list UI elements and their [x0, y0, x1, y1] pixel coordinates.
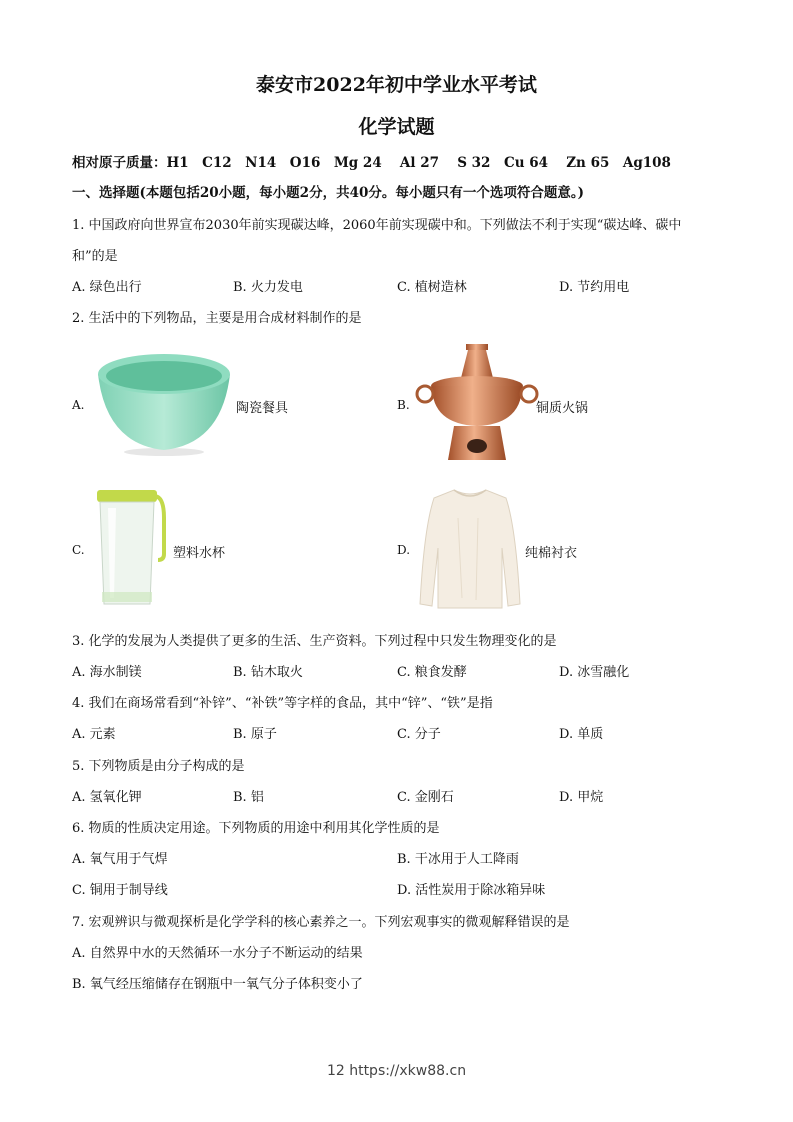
q3-stem: 3. 化学的发展为人类提供了更多的生活、生产资料。下列过程中只发生物理变化的是 — [72, 634, 557, 649]
q4-option-b: B. 原子 — [233, 727, 277, 742]
q2-label-a: 陶瓷餐具 — [236, 401, 289, 416]
q1-option-d: D. 节约用电 — [559, 280, 630, 295]
atomic-mass-line: 相对原子质量：H1 C12 N14 O16 Mg 24 Al 27 S 32 Cu 64 Zn 65 Ag108 — [72, 155, 671, 171]
q2-label-c: 塑料水杯 — [173, 546, 226, 561]
q2-stem: 2. 生活中的下列物品，主要是用合成材料制作的是 — [72, 311, 362, 326]
q7-stem: 7. 宏观辨识与微观探析是化学学科的核心素养之一。下列宏观事实的微观解释错误的是 — [72, 915, 570, 930]
q6-stem: 6. 物质的性质决定用途。下列物质的用途中利用其化学性质的是 — [72, 821, 440, 836]
q3-option-b: B. 钻木取火 — [233, 665, 303, 680]
q2-option-a-letter: A. — [72, 398, 85, 412]
ceramic-bowl-image — [96, 352, 232, 457]
q7-option-a: A. 自然界中水的天然循环一水分子不断运动的结果 — [72, 946, 363, 961]
q2-label-d: 纯棉衬衣 — [525, 546, 578, 561]
plastic-cup-image — [94, 488, 166, 610]
q6-option-d: D. 活性炭用于除冰箱异味 — [397, 883, 546, 898]
q6-option-a: A. 氧气用于气焊 — [72, 852, 168, 867]
q1-stem-line2: 和”的是 — [72, 249, 118, 264]
q7-option-b: B. 氧气经压缩储存在钢瓶中一氧气分子体积变小了 — [72, 977, 363, 992]
q6-option-b: B. 干冰用于人工降雨 — [397, 852, 519, 867]
exam-subtitle: 化学试题 — [358, 116, 435, 138]
q3-option-c: C. 粮食发酵 — [397, 665, 467, 680]
copper-hotpot-image — [418, 342, 536, 464]
q2-option-c-letter: C. — [72, 543, 85, 557]
q4-option-a: A. 元素 — [72, 727, 116, 742]
q1-option-a: A. 绿色出行 — [72, 280, 142, 295]
cotton-shirt-image — [418, 488, 522, 610]
q5-option-c: C. 金刚石 — [397, 790, 454, 805]
q5-option-b: B. 铝 — [233, 790, 264, 805]
q4-stem: 4. 我们在商场常看到“补锌”、“补铁”等字样的食品，其中“锌”、“铁”是指 — [72, 696, 493, 711]
q5-option-a: A. 氢氧化钾 — [72, 790, 142, 805]
q6-option-c: C. 铜用于制导线 — [72, 883, 168, 898]
q1-stem-line1: 1. 中国政府向世界宣布2030年前实现碳达峰，2060年前实现碳中和。下列做法不利于实现“碳达峰、碳中 — [72, 218, 682, 233]
q2-option-d-letter: D. — [397, 543, 411, 557]
q2-label-b: 铜质火锅 — [536, 401, 589, 416]
section-heading: 一、选择题(本题包括20小题，每小题2分，共40分。每小题只有一个选项符合题意。) — [72, 185, 584, 201]
page-footer: 12 https://xkw88.cn — [326, 1063, 467, 1079]
exam-title: 泰安市2022年初中学业水平考试 — [256, 74, 537, 96]
q5-option-d: D. 甲烷 — [559, 790, 604, 805]
q3-option-d: D. 冰雪融化 — [559, 665, 630, 680]
q2-option-b-letter: B. — [397, 398, 410, 412]
q4-option-d: D. 单质 — [559, 727, 604, 742]
q1-option-b: B. 火力发电 — [233, 280, 303, 295]
q5-stem: 5. 下列物质是由分子构成的是 — [72, 759, 245, 774]
q4-option-c: C. 分子 — [397, 727, 441, 742]
q1-option-c: C. 植树造林 — [397, 280, 467, 295]
q3-option-a: A. 海水制镁 — [72, 665, 142, 680]
